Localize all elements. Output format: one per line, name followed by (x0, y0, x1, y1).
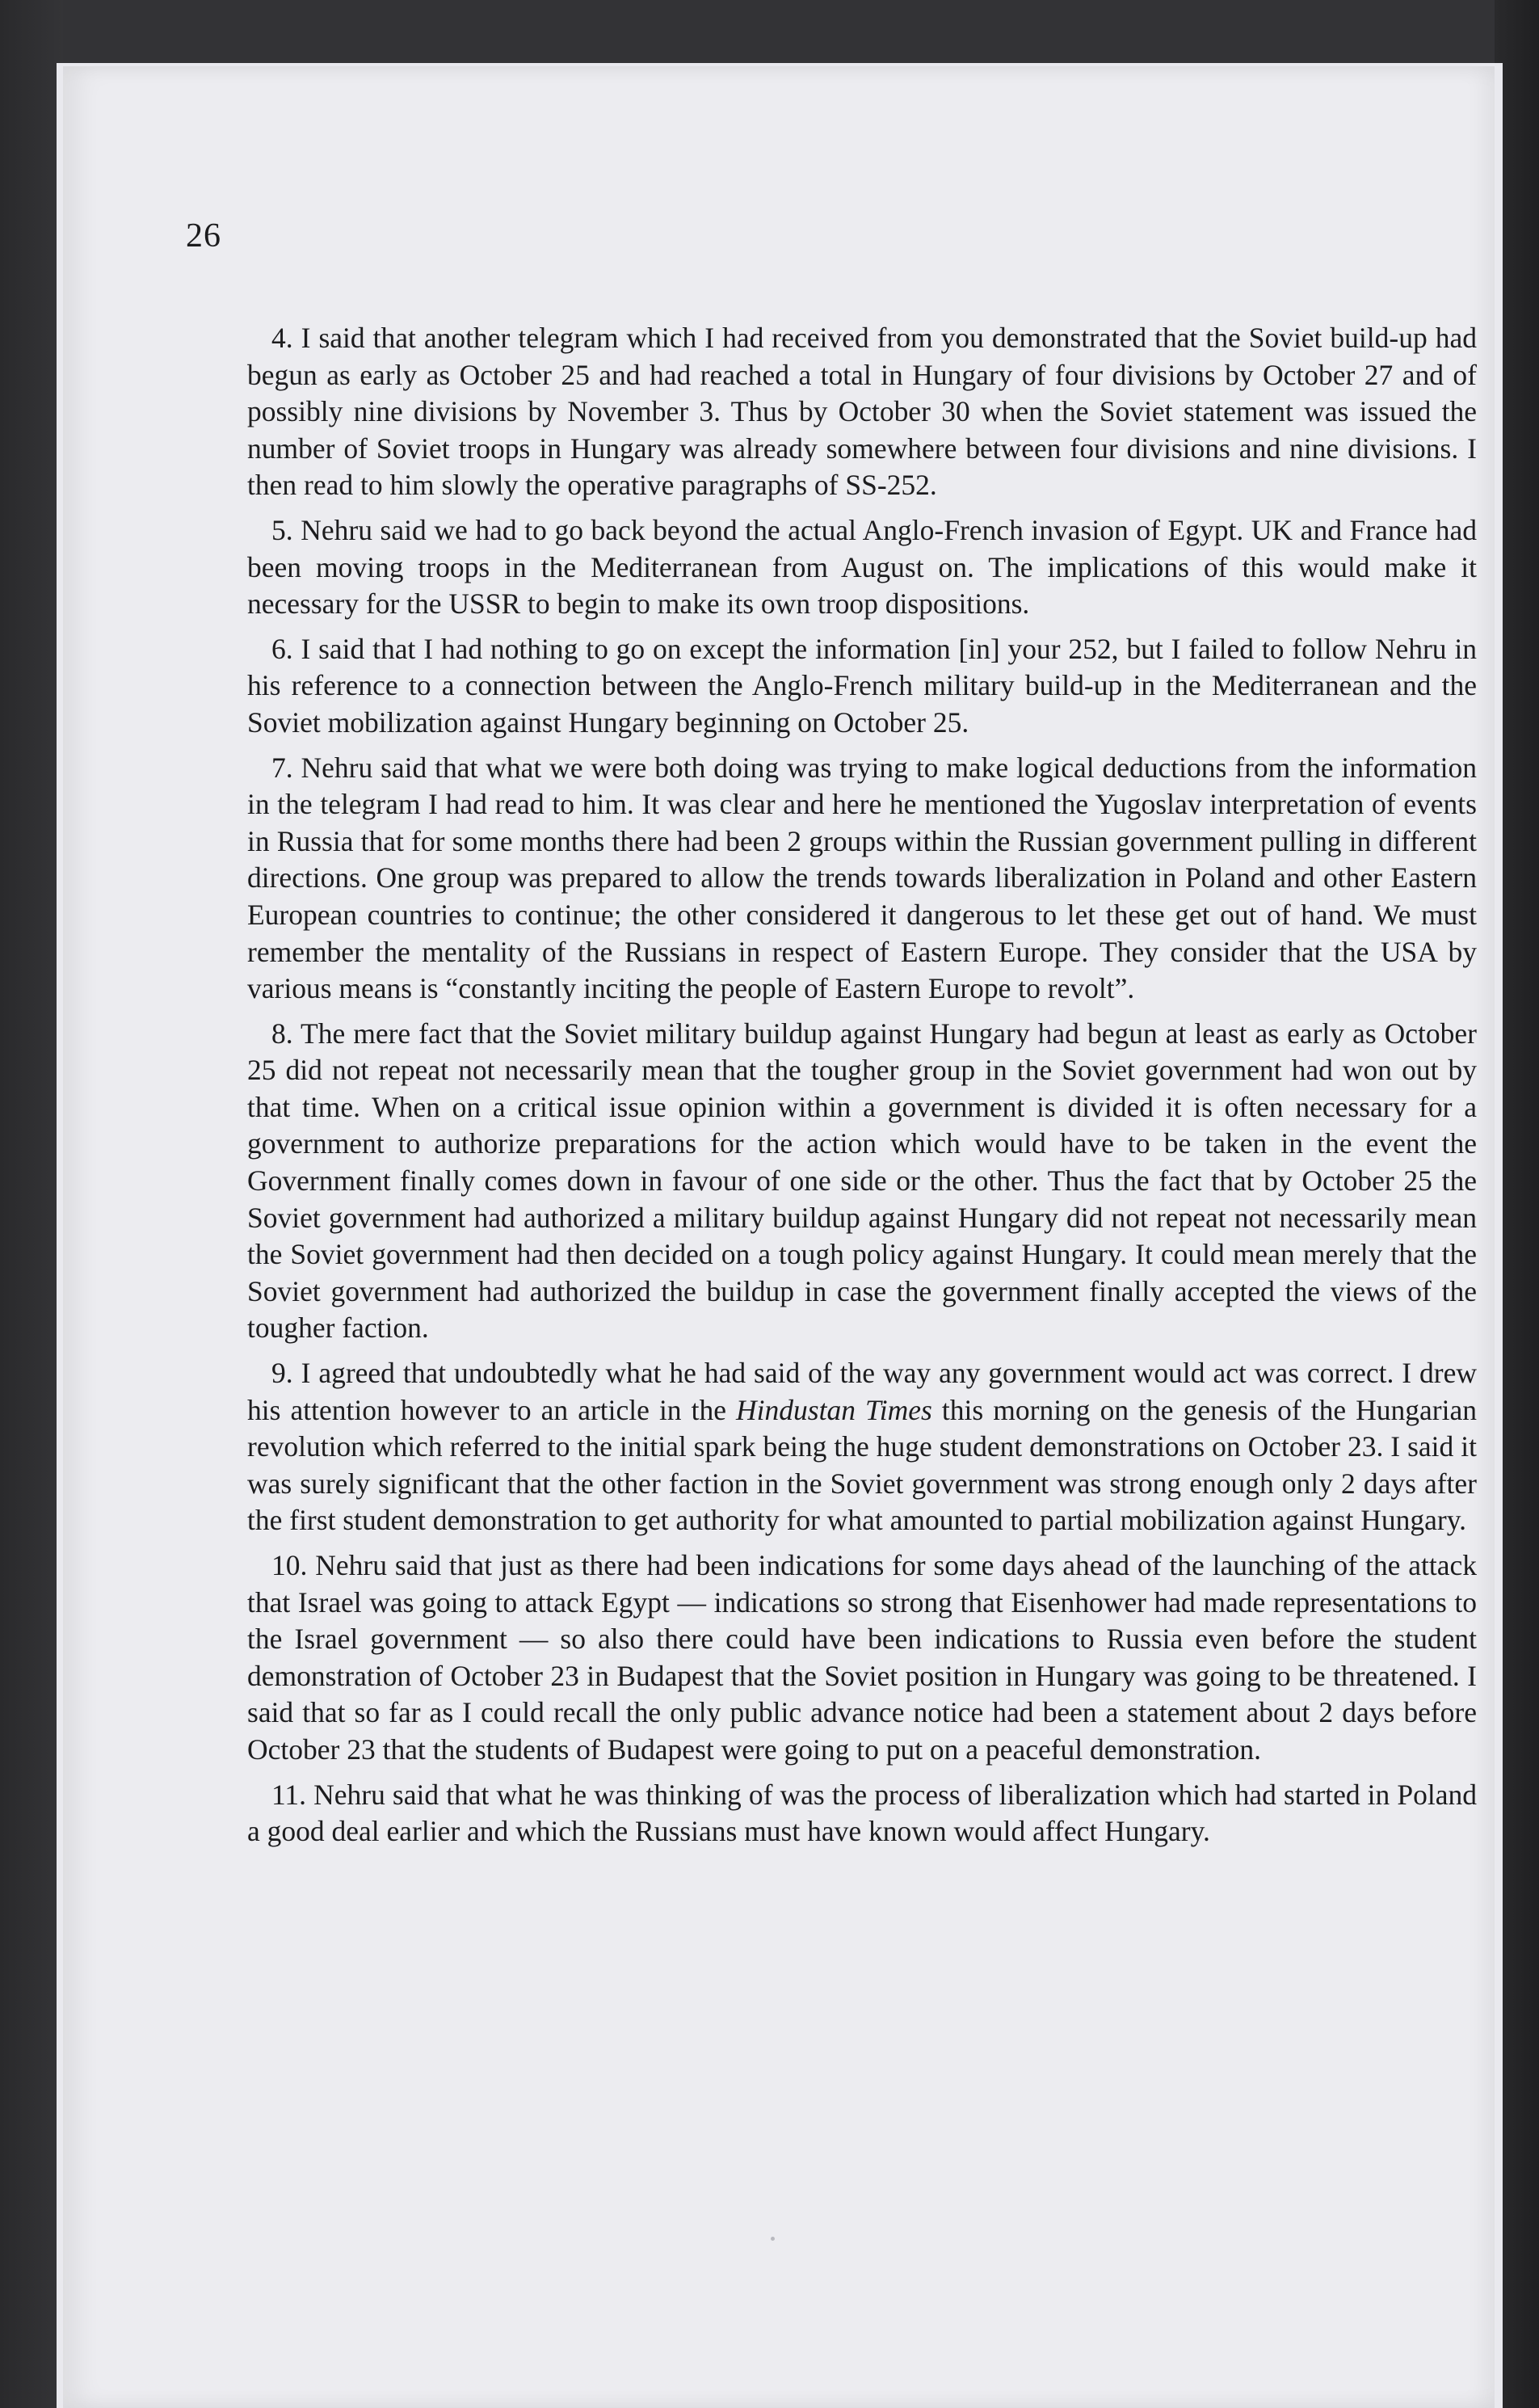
paragraph-9 (247, 1355, 1477, 1539)
page-number: 26 (186, 217, 221, 255)
paragraph-10: 10. Nehru said that just as there had been indications for some days ahead of the launching of the attack that Israel was going to attack Egypt — indications so strong that Eisenhower had made representations to the Israel government — so also there could have been indications to Russia even before the student demonstration of October 23 in Budapest that the Soviet position in Hungary was going to be threatened. I said that so far as I could recall the only public advance notice had been a statement about 2 days before October 23 that the students of Budapest were going to put on a peaceful demonstration. (247, 1549, 1477, 1766)
paragraph-9-text-before: 9. I agreed that undoubtedly what he had said of the way any government would act was correct. I drew his attention however to an article in the (247, 1357, 1477, 1426)
body-text (247, 320, 1477, 1859)
paragraph-8: 8. The mere fact that the Soviet military buildup against Hungary had begun at least as early as October 25 did not repeat not necessarily mean that the tougher group in the Soviet government had won out by that time. When on a critical issue opinion within a government is divided it is often necessary for a government to authorize preparations for the action which would have to be taken in the event the Government finally comes down in favour of one side or the other. Thus the fact that by October 25 the Soviet government had authorized a military buildup against Hungary did not repeat not necessarily mean the Soviet government had then decided on a tough policy against Hungary. It could mean merely that the Soviet government had authorized the buildup in case the government finally accepted the views of the tougher faction. (247, 1017, 1477, 1345)
scan-background-left (0, 0, 63, 2408)
scan-background-top (0, 0, 1539, 65)
paragraph-7: 7. Nehru said that what we were both doing was trying to make logical deductions from the information in the telegram I had read to him. It was clear and here he mentioned the Yugoslav interpretation of events in Russia that for some months there had been 2 groups within the Russian government pulling in different directions. One group was prepared to allow the trends towards liberalization in Poland and other Eastern European countries to continue; the other considered it dangerous to let these get out of hand. We must remember the mentality of the Russians in respect of Eastern Europe. They consider that the USA by various means is “constantly inciting the people of Eastern Europe to revolt”. (247, 751, 1477, 1005)
paper-speck (771, 2237, 775, 2241)
newspaper-title: Hindustan Times (736, 1393, 932, 1426)
paragraph-6: 6. I said that I had nothing to go on except the information [in] your 252, but I failed to follow Nehru in his reference to a connection between the Anglo-French military build-up in the Mediterranean and the Soviet mobilization against Hungary beginning on October 25. (247, 632, 1477, 739)
paragraph-11: 11. Nehru said that what he was thinking of was the process of liberalization which had started in Poland a good deal earlier and which the Russians must have known would affect Hungary. (247, 1778, 1477, 1848)
paragraph-9-text-after: this morning on the genesis of the Hungarian revolution which referred to the initial spark being the huge student demonstrations on October 23. I said it was surely significant that the other faction in the Soviet government was strong enough only 2 days after the first student demonstration to get authority for what amounted to partial mobilization against Hungary. (247, 1393, 1477, 1537)
paragraph-4: 4. I said that another telegram which I had received from you demonstrated that the Soviet build-up had begun as early as October 25 and had reached a total in Hungary of four divisions by October 27 and of possibly nine divisions by November 3. Thus by October 30 when the Soviet statement was issued the number of Soviet troops in Hungary was already somewhere between four divisions and nine divisions. I then read to him slowly the operative paragraphs of SS-252. (247, 322, 1477, 502)
paragraph-5: 5. Nehru said we had to go back beyond the actual Anglo-French invasion of Egypt. UK and France had been moving troops in the Mediterranean from August on. The implications of this would make it necessary for the USSR to begin to make its own troop dispositions. (247, 513, 1477, 621)
